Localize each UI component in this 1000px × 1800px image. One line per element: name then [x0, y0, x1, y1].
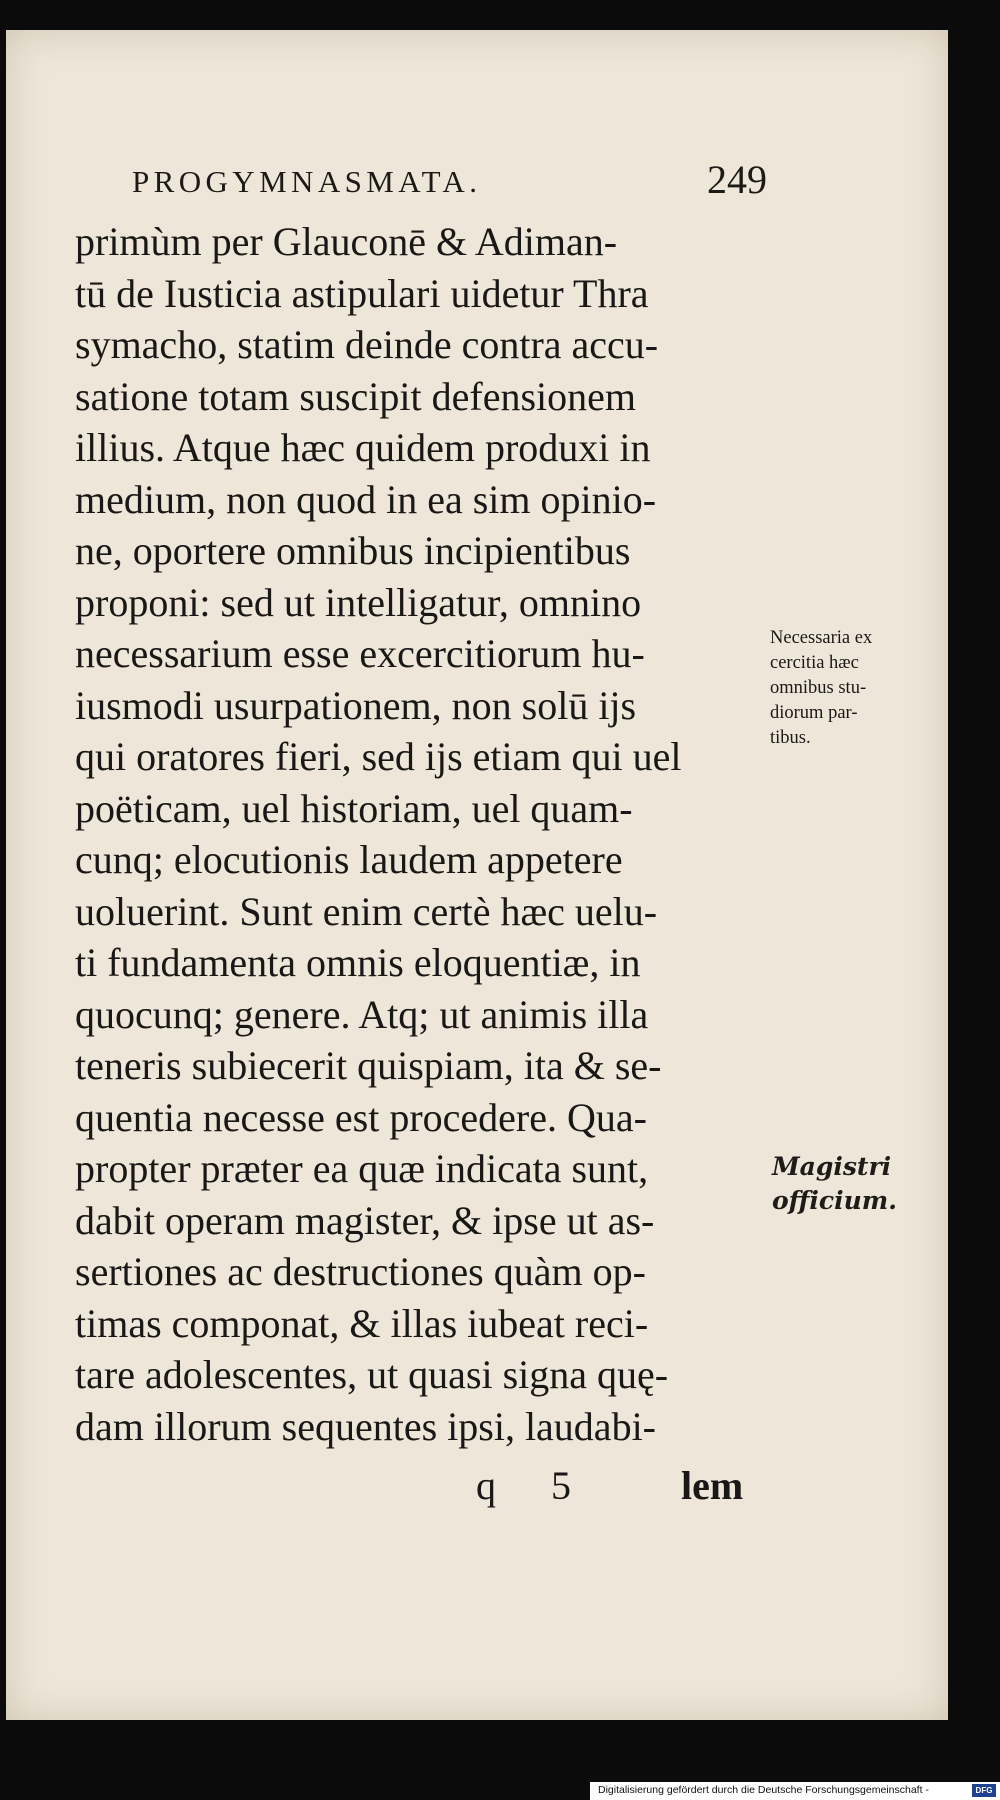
text-line: iusmodi usurpationem, non solū ijs: [75, 682, 637, 728]
text-line: teneris subiecerit quispiam, ita & se-: [75, 1043, 662, 1088]
marginal-note-line: omnibus stu-: [770, 678, 867, 698]
text-line: medium, non quod in ea sim opinio-: [75, 476, 657, 522]
text-line: proponi: sed ut intelligatur, omnino: [75, 579, 642, 625]
text-line: tare adolescentes, ut quasi signa quę-: [75, 1352, 669, 1397]
text-line: sertiones ac destructiones quàm op-: [75, 1249, 646, 1294]
dfg-logo: DFG: [972, 1784, 996, 1797]
text-line: poëticam, uel historiam, uel quam-: [75, 785, 633, 831]
text-line: cunq; elocutionis laudem appetere: [75, 837, 623, 882]
signature-mark-5: 5: [551, 1463, 571, 1508]
text-line: quocunq; genere. Atq; ut animis illa: [75, 991, 649, 1037]
signature-mark-q: q: [476, 1463, 496, 1508]
text-line: symacho, statim deinde contra accu-: [75, 322, 659, 367]
marginal-note: [770, 626, 950, 751]
text-line: timas componat, & illas iubeat reci-: [75, 1300, 649, 1346]
marginal-note-line: Necessaria ex: [770, 628, 873, 648]
text-line: illius. Atque hæc quidem produxi in: [75, 425, 651, 470]
marginal-note-line: Magistri: [772, 1152, 892, 1181]
page-header: [132, 134, 767, 204]
digitization-credit: [590, 1782, 1000, 1800]
running-head: PROGYMNASMATA.: [132, 164, 482, 199]
text-line: uoluerint. Sunt enim certè hæc uelu-: [75, 888, 658, 934]
marginal-note-line: officium.: [772, 1186, 897, 1215]
text-line: dam illorum sequentes ipsi, laudabi-: [75, 1403, 656, 1449]
text-line: satione totam suscipit defensionem: [75, 373, 636, 419]
text-line: necessarium esse excercitiorum hu-: [75, 631, 645, 676]
text-line: tū de Iusticia astipulari uidetur Thra: [75, 270, 649, 316]
marginal-note-line: cercitia hæc: [770, 653, 859, 673]
page-number: 249: [707, 157, 767, 202]
text-line: propter præter ea quæ indicata sunt,: [75, 1146, 649, 1191]
text-line: dabit operam magister, & ipse ut as-: [75, 1197, 655, 1243]
book-page: [6, 30, 948, 1720]
text-line: ne, oportere omnibus incipientibus: [75, 528, 631, 573]
marginal-note-line: diorum par-: [770, 703, 858, 723]
text-line: quentia necesse est procedere. Qua-: [75, 1094, 647, 1140]
catchword: lem: [681, 1463, 744, 1508]
text-line: primùm per Glauconē & Adiman-: [75, 219, 618, 264]
credit-text: Digitalisierung gefördert durch die Deutsche Forschungsgemeinschaft -: [598, 1784, 929, 1796]
text-line: ti fundamenta omnis eloquentiæ, in: [75, 940, 641, 985]
handwritten-marginal-note: [772, 1150, 952, 1218]
marginal-note-line: tibus.: [770, 728, 811, 748]
text-line: qui oratores fieri, sed ijs etiam qui uel: [75, 734, 682, 779]
body-text: [75, 216, 765, 1452]
